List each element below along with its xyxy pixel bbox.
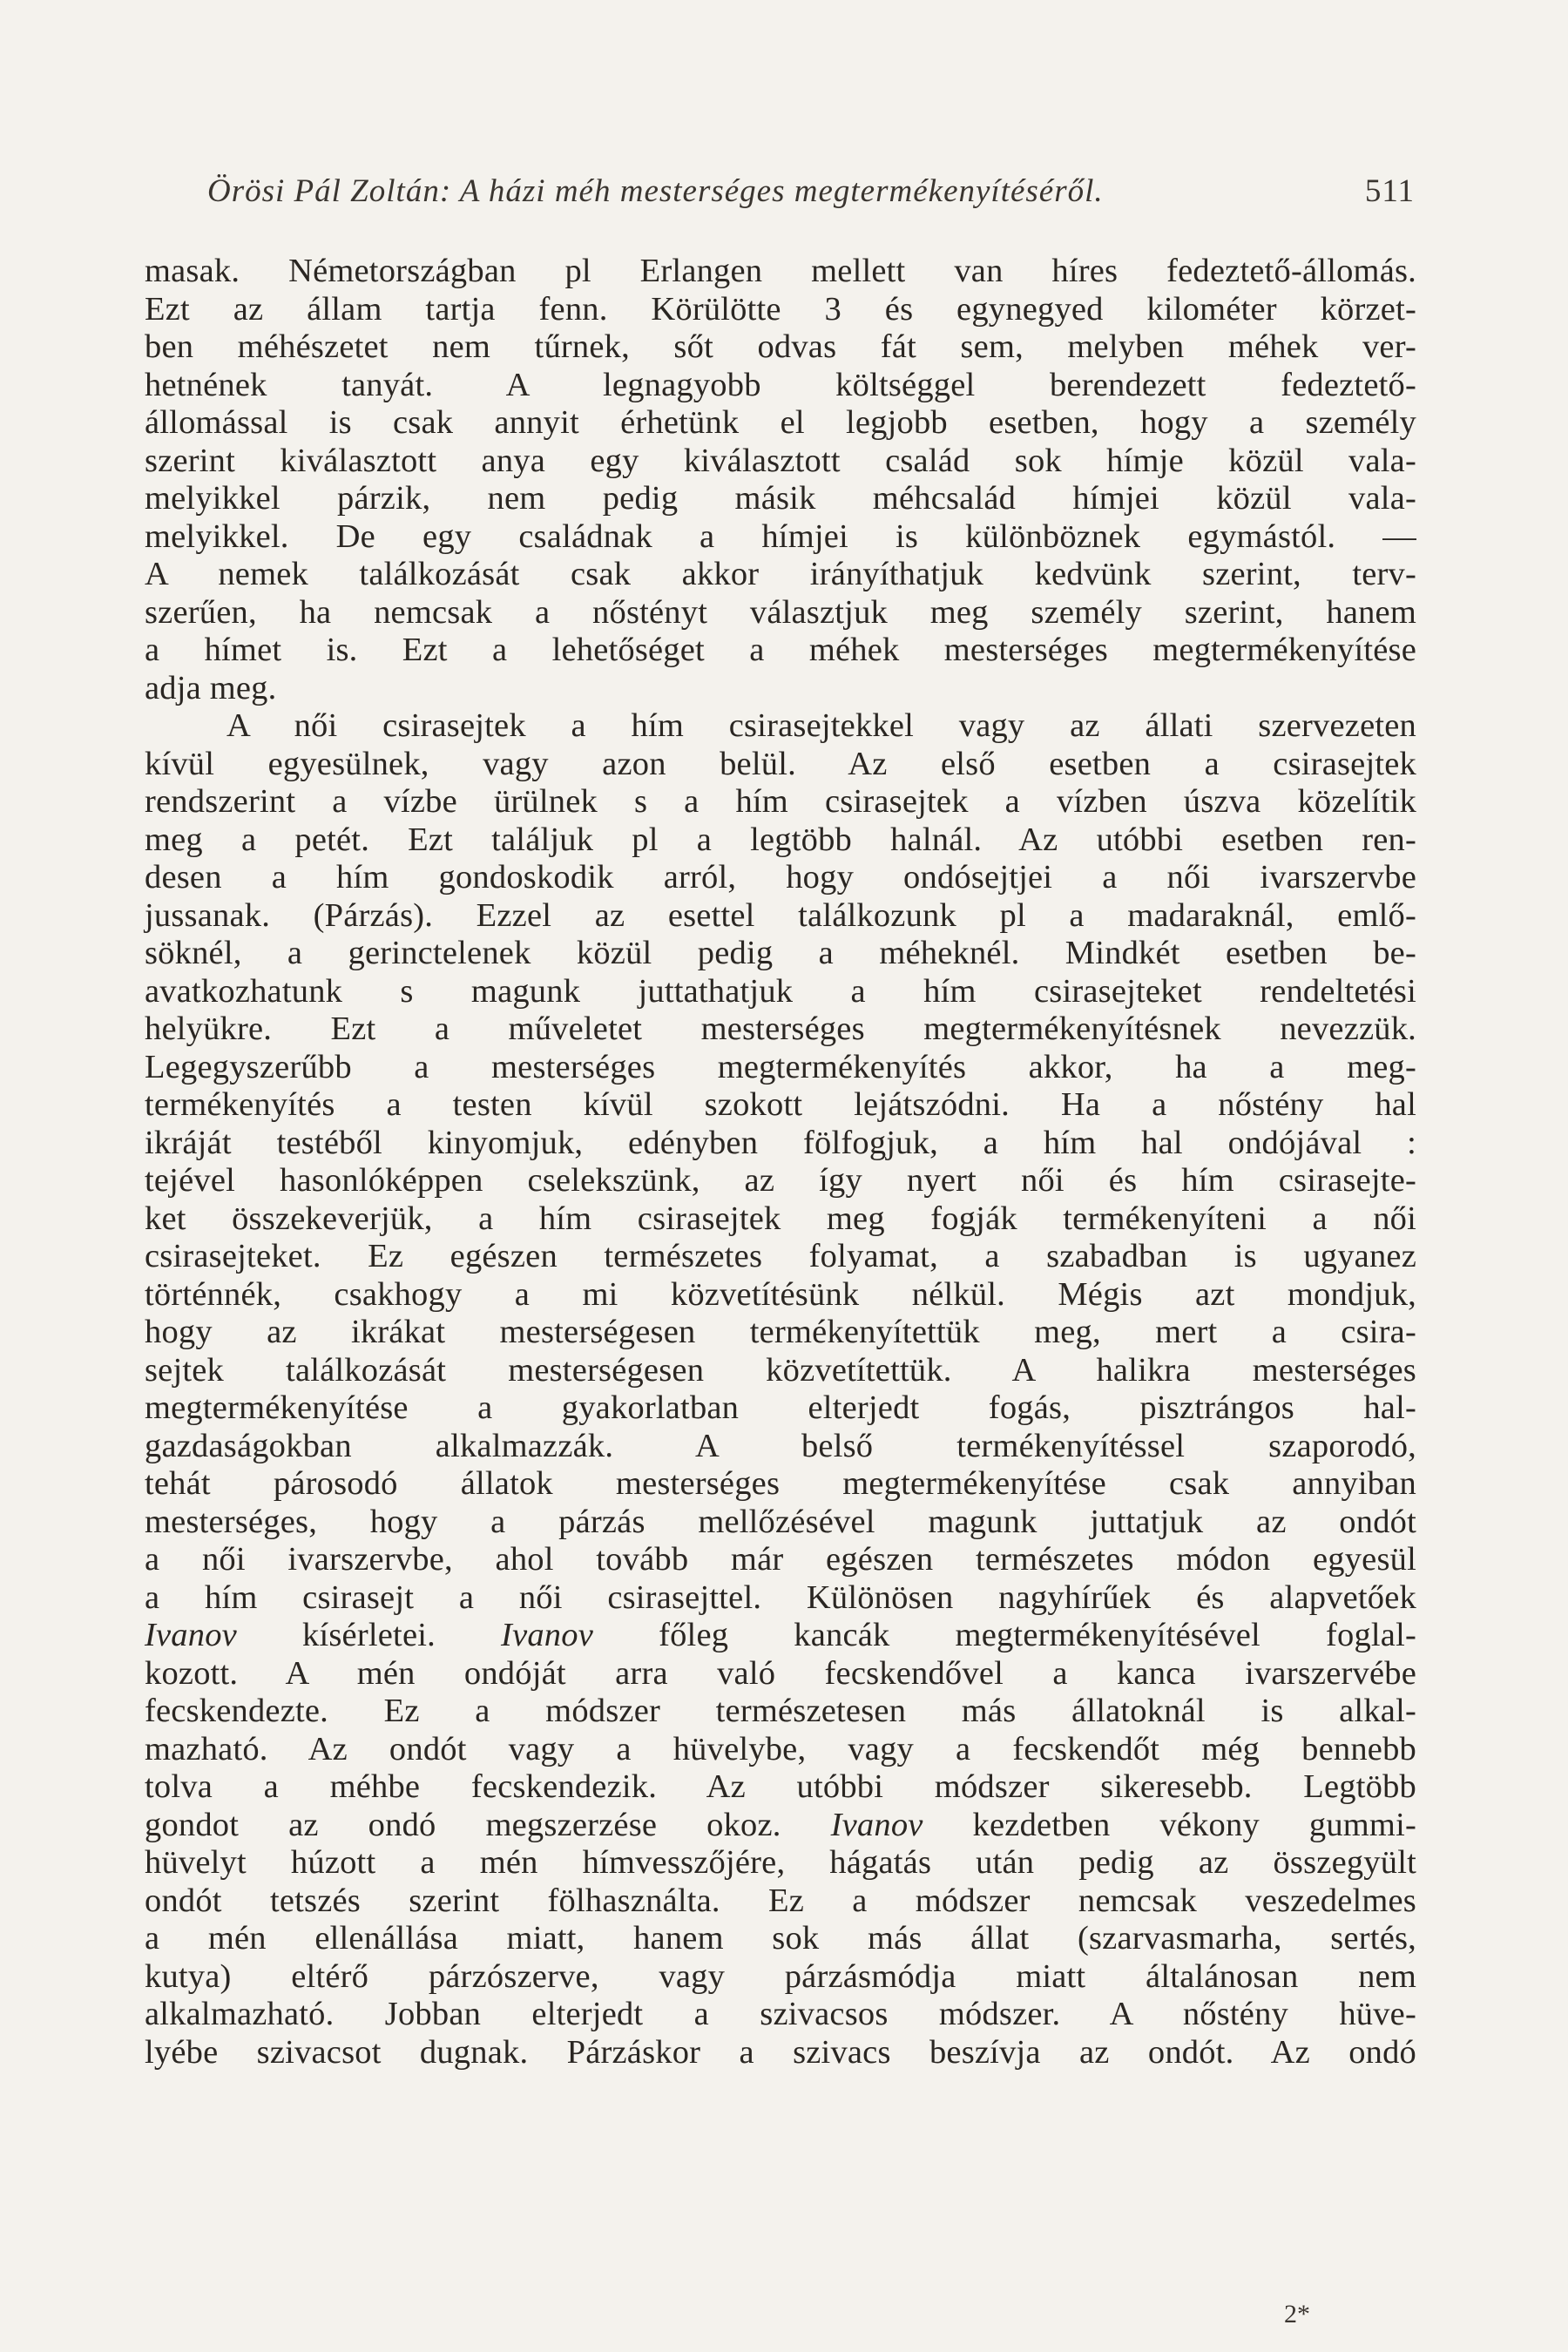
page-number: 511 [1364, 173, 1415, 209]
text-line: rendszerint a vízbe ürülnek s a hím csirasejtek a vízben úszva közelítik [145, 783, 1416, 820]
text-line: a mén ellenállása miatt, hanem sok más állat (szarvasmarha, sertés, [145, 1920, 1416, 1957]
text-line: hetnének tanyát. A legnagyobb költséggel berendezett fedeztető- [145, 366, 1416, 403]
text-line: desen a hím gondoskodik arról, hogy ondósejtjei a női ivarszervbe [145, 859, 1416, 896]
text-line: történnék, csakhogy a mi közvetítésünk nélkül. Mégis azt mondjuk, [145, 1275, 1416, 1313]
text-line: ondót tetszés szerint fölhasználta. Ez a módszer nemcsak veszedelmes [145, 1882, 1416, 1919]
text-line: hüvelyt húzott a mén hímvesszőjére, hágatás után pedig az összegyült [145, 1844, 1416, 1881]
text-line: szerint kiválasztott anya egy kiválasztott család sok hímje közül vala- [145, 442, 1416, 479]
text-line: Ezt az állam tartja fenn. Körülötte 3 és egynegyed kilométer körzet- [145, 290, 1416, 328]
text-line: termékenyítés a testen kívül szokott lejátszódni. Ha a nőstény hal [145, 1086, 1416, 1123]
text-line: csirasejteket. Ez egészen természetes folyamat, a szabadban is ugyanez [145, 1238, 1416, 1274]
text-line: a női ivarszervbe, ahol tovább már egészen természetes módon egyesül [145, 1541, 1416, 1578]
text-line: tehát párosodó állatok mesterséges megtermékenyítése csak annyiban [145, 1465, 1416, 1502]
text-line: ikráját testéből kinyomjuk, edényben fölfogjuk, a hím hal ondójával : [145, 1124, 1416, 1161]
text-line: avatkozhatunk s magunk juttathatjuk a hím csirasejteket rendeltetési [145, 972, 1416, 1010]
text-line: meg a petét. Ezt találjuk pl a legtöbb halnál. Az utóbbi esetben ren- [145, 821, 1416, 858]
text-line: A női csirasejtek a hím csirasejtekkel vagy az állati szervezeten [226, 707, 1416, 744]
running-title: Örösi Pál Zoltán: A házi méh mesterséges megtermékenyítéséről. [207, 173, 1104, 209]
text-line: Ivanov kísérletei. Ivanov főleg kancák megtermékenyítésével foglal- [145, 1617, 1416, 1653]
text-line: melyikkel. De egy családnak a hímjei is különböznek egymástól. — [145, 517, 1416, 555]
text-line: A nemek találkozását csak akkor irányíthatjuk kedvünk szerint, terv- [145, 556, 1416, 592]
text-line: jussanak. (Párzás). Ezzel az esettel találkozunk pl a madaraknál, emlő- [145, 896, 1416, 934]
text-line: a hímet is. Ezt a lehetőséget a méhek mesterséges megtermékenyítése [145, 632, 1416, 668]
text-line: alkalmazható. Jobban elterjedt a szivacsos módszer. A nőstény hüve- [145, 1996, 1416, 2032]
text-line: fecskendezte. Ez a módszer természetesen más állatoknál is alkal- [145, 1693, 1416, 1729]
text-line: melyikkel párzik, nem pedig másik méhcsalád hímjei közül vala- [145, 480, 1416, 517]
text-line: söknél, a gerinctelenek közül pedig a méheknél. Mindkét esetben be- [145, 935, 1416, 971]
text-line: tejével hasonlóképpen cselekszünk, az így nyert női és hím csirasejte- [145, 1162, 1416, 1199]
text-line: Legegyszerűbb a mesterséges megtermékenyítés akkor, ha a meg- [145, 1048, 1416, 1085]
text-line: sejtek találkozását mesterségesen közvetítettük. A halikra mesterséges [145, 1351, 1416, 1389]
text-line: szerűen, ha nemcsak a nőstényt választjuk meg személy szerint, hanem [145, 593, 1416, 631]
text-line: lyébe szivacsot dugnak. Párzáskor a szivacs beszívja az ondót. Az ondó [145, 2033, 1416, 2071]
text-line: tolva a méhbe fecskendezik. Az utóbbi módszer sikeresebb. Legtöbb [145, 1768, 1416, 1805]
text-line: állomással is csak annyit érhetünk el legjobb esetben, hogy a személy [145, 404, 1416, 441]
running-head [207, 172, 1415, 214]
text-line: kozott. A mén ondóját arra való fecskendővel a kanca ivarszervébe [145, 1654, 1416, 1692]
text-line: mesterséges, hogy a párzás mellőzésével magunk juttatjuk az ondót [145, 1503, 1416, 1540]
text-line: hogy az ikrákat mesterségesen termékenyítettük meg, mert a csira- [145, 1314, 1416, 1350]
text-line: ket összekeverjük, a hím csirasejtek meg fogják termékenyíteni a női [145, 1200, 1416, 1237]
text-line: kutya) eltérő párzószerve, vagy párzásmódja miatt általánosan nem [145, 1957, 1416, 1995]
text-line: adja meg. [145, 669, 277, 706]
text-line: a hím csirasejt a női csirasejttel. Különösen nagyhírűek és alapvetőek [145, 1578, 1416, 1616]
text-line: gondot az ondó megszerzése okoz. Ivanov kezdetben vékony gummi- [145, 1806, 1416, 1843]
text-line: masak. Németországban pl Erlangen mellett van híres fedeztető-állomás. [145, 253, 1416, 289]
text-line: megtermékenyítése a gyakorlatban elterjedt fogás, pisztrángos hal- [145, 1389, 1416, 1426]
text-line: kívül egyesülnek, vagy azon belül. Az első esetben a csirasejtek [145, 745, 1416, 782]
body-text [145, 253, 1416, 2072]
text-line: helyükre. Ezt a műveletet mesterséges megtermékenyítésnek nevezzük. [145, 1010, 1416, 1047]
signature-mark: 2* [1284, 2300, 1310, 2328]
text-line: mazható. Az ondót vagy a hüvelybe, vagy a fecskendőt még bennebb [145, 1730, 1416, 1767]
text-line: gazdaságokban alkalmazzák. A belső termékenyítéssel szaporodó, [145, 1427, 1416, 1464]
text-line: ben méhészetet nem tűrnek, sőt odvas fát sem, melyben méhek ver- [145, 328, 1416, 365]
